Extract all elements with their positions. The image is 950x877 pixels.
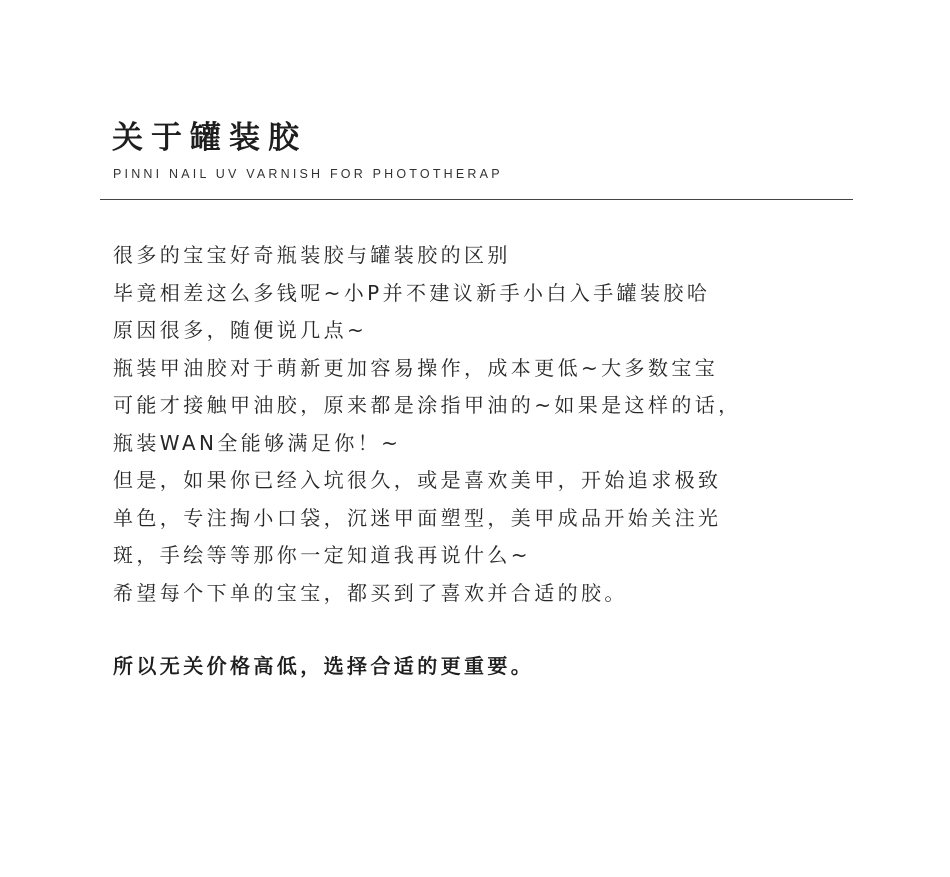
closing-statement: 所以无关价格高低，选择合适的更重要。 bbox=[113, 654, 535, 678]
divider bbox=[100, 199, 853, 200]
body-line: 很多的宝宝好奇瓶装胶与罐装胶的区别 bbox=[113, 243, 511, 267]
body-line: 瓶装甲油胶对于萌新更加容易操作，成本更低~大多数宝宝 bbox=[113, 355, 719, 380]
body-paragraph bbox=[113, 237, 853, 612]
page-subtitle: PINNI NAIL UV VARNISH FOR PHOTOTHERAP bbox=[113, 167, 503, 181]
body-line: 毕竟相差这么多钱呢~小P并不建议新手小白入手罐装胶哈 bbox=[113, 280, 711, 305]
page-title: 关于罐装胶 bbox=[112, 120, 307, 156]
body-line: 希望每个下单的宝宝，都买到了喜欢并合适的胶。 bbox=[113, 580, 628, 605]
body-line: 单色，专注掏小口袋，沉迷甲面塑型，美甲成品开始关注光 bbox=[113, 505, 722, 530]
body-line: 斑，手绘等等那你一定知道我再说什么~ bbox=[113, 543, 531, 567]
body-line: 原因很多，随便说几点~ bbox=[113, 318, 368, 342]
body-line: 瓶装WAN全能够满足你！~ bbox=[113, 430, 402, 455]
body-line: 但是，如果你已经入坑很久，或是喜欢美甲，开始追求极致 bbox=[113, 468, 722, 492]
body-line: 可能才接触甲油胶，原来都是涂指甲油的~如果是这样的话， bbox=[113, 393, 742, 417]
